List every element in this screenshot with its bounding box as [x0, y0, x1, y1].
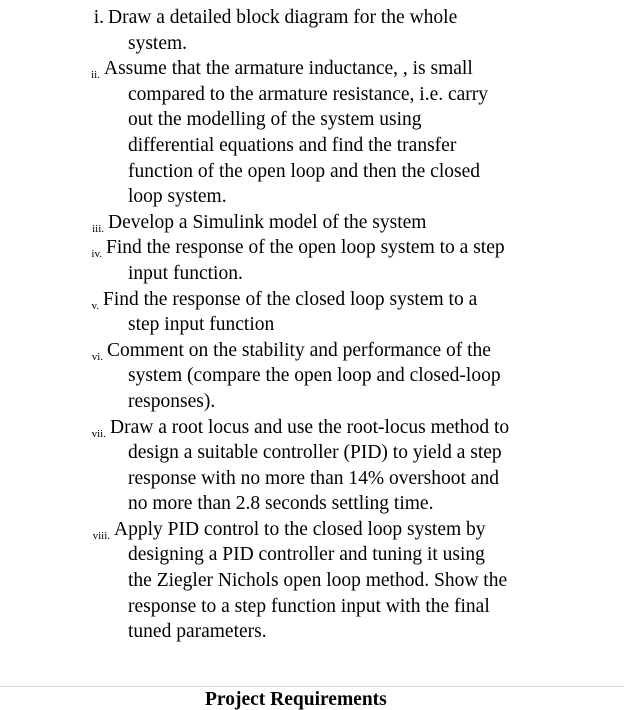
- task-item-ii: [0, 56, 624, 210]
- task-numeral: iv.: [91, 248, 102, 261]
- task-text-line: Comment on the stability and performance of the: [107, 339, 491, 361]
- task-numeral: vii.: [91, 427, 106, 440]
- section-divider: [0, 686, 624, 687]
- next-section-heading: [205, 689, 387, 710]
- task-text-line: Draw a root locus and use the root-locus method to: [110, 416, 510, 438]
- task-text-line: system (compare the open loop and closed-loop: [128, 365, 501, 387]
- task-text-line: differential equations and find the transfer: [128, 134, 457, 156]
- task-item-iv: [0, 235, 624, 286]
- task-item-vii: [0, 415, 624, 517]
- task-text-line: loop system.: [128, 186, 227, 208]
- task-text-line: Develop a Simulink model of the system: [108, 211, 427, 233]
- task-text-line: Find the response of the open loop system to a step: [106, 237, 505, 259]
- task-item-v: [0, 287, 624, 338]
- task-text-line: Draw a detailed block diagram for the whole: [108, 7, 458, 28]
- task-text-line: no more than 2.8 seconds settling time.: [128, 493, 434, 515]
- task-numeral: viii.: [92, 529, 110, 542]
- task-text-line: Find the response of the closed loop system to a: [103, 288, 478, 310]
- task-item-iii: [0, 210, 624, 236]
- next-section-heading-text: Project Requirements: [205, 689, 387, 710]
- task-text-line: designing a PID controller and tuning it using: [128, 544, 485, 566]
- task-list: [0, 5, 624, 645]
- task-numeral: iii.: [92, 222, 104, 235]
- task-text-line: Apply PID control to the closed loop system by: [114, 518, 486, 540]
- task-text-line: function of the open loop and then the closed: [128, 160, 480, 182]
- task-item-viii: [0, 517, 624, 645]
- task-item-vi: [0, 338, 624, 415]
- task-numeral: ii.: [91, 69, 100, 82]
- task-numeral: v.: [91, 299, 99, 312]
- task-item-i: [0, 5, 624, 56]
- task-text-line: tuned parameters.: [128, 621, 267, 643]
- task-text-line: step input function: [128, 314, 275, 336]
- task-numeral: vi.: [91, 350, 103, 363]
- task-text-line: the Ziegler Nichols open loop method. Show the: [128, 570, 508, 592]
- task-text-line: design a suitable controller (PID) to yield a step: [128, 442, 502, 464]
- task-text-line: compared to the armature resistance, i.e. carry: [128, 83, 489, 105]
- task-text-line: response to a step function input with the final: [128, 595, 490, 617]
- task-text-line: out the modelling of the system using: [128, 109, 422, 131]
- task-text-line: responses).: [128, 390, 216, 412]
- task-text-line: system.: [128, 32, 188, 54]
- task-text-line: input function.: [128, 262, 243, 284]
- task-numeral: i.: [93, 7, 104, 28]
- task-text-line: response with no more than 14% overshoot and: [128, 467, 499, 489]
- task-text-line: Assume that the armature inductance, , is small: [104, 58, 473, 80]
